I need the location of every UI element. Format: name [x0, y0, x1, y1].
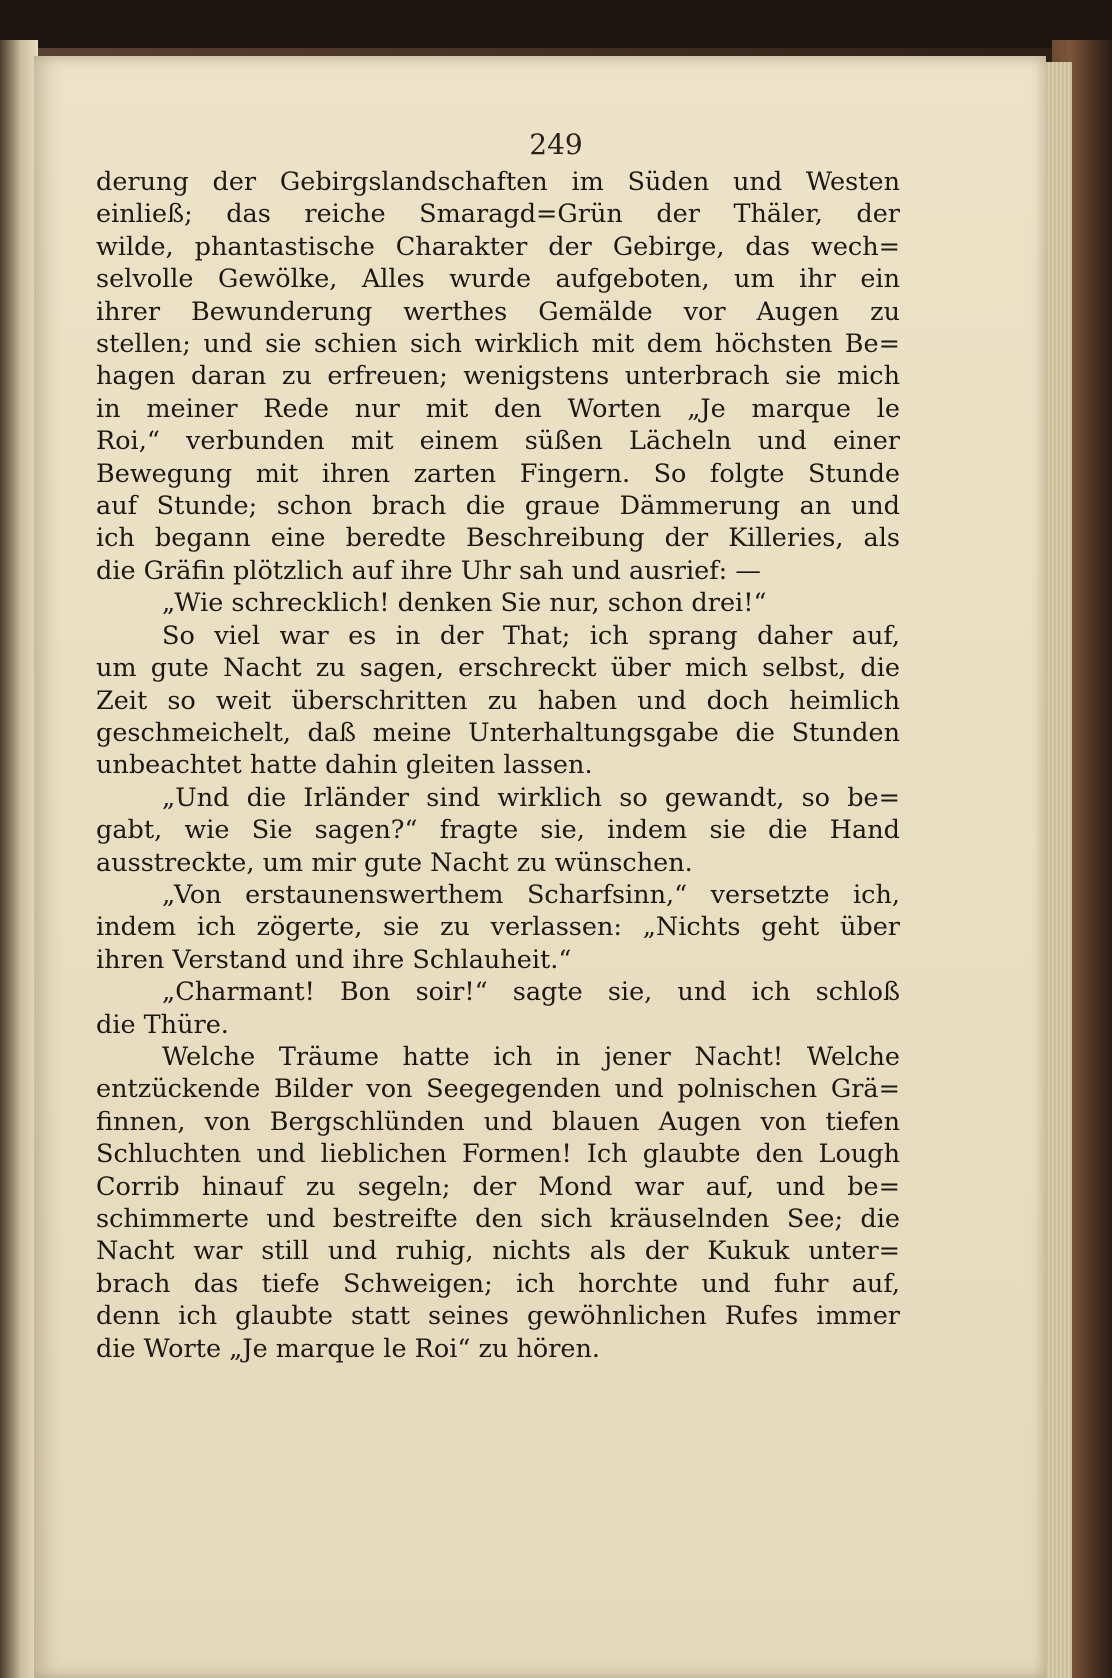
text-line: Bewegung mit ihren zarten Fingern. So folgte Stunde [96, 458, 900, 489]
text-line: denn ich glaubte statt seines gewöhnlichen Rufes immer [96, 1301, 900, 1332]
text-line: Nacht war still und ruhig, nichts als der Kukuk unter= [96, 1236, 900, 1267]
text-line: gabt, wie Sie sagen?“ fragte sie, indem sie die Hand [96, 815, 900, 846]
page-number: 249 [529, 128, 583, 161]
text-line: unbeachtet hatte dahin gleiten lassen. [96, 750, 593, 781]
text-line: Welche Träume hatte ich in jener Nacht! Welche [162, 1041, 900, 1072]
text-line: So viel war es in der That; ich sprang daher auf, [162, 620, 900, 651]
text-line: einließ; das reiche Smaragd=Grün der Thäler, der [96, 199, 900, 230]
text-line: derung der Gebirgslandschaften im Süden und Westen [96, 167, 900, 197]
text-line: geschmeichelt, daß meine Unterhaltungsgabe die Stunden [96, 717, 900, 748]
text-line: wilde, phantastische Charakter der Gebirge, das wech= [96, 231, 900, 262]
text-line: Zeit so weit überschritten zu haben und doch heimlich [96, 685, 900, 716]
text-line: ausstreckte, um mir gute Nacht zu wünschen. [96, 847, 693, 878]
text-line: stellen; und sie schien sich wirklich mit dem höchsten Be= [96, 329, 900, 360]
text-line: auf Stunde; schon brach die graue Dämmerung an und [96, 491, 900, 522]
text-line: finnen, von Bergschlünden und blauen Augen von tiefen [96, 1106, 900, 1137]
text-line: Roi,“ verbunden mit einem süßen Lächeln und einer [96, 426, 900, 457]
text-line: „Wie schrecklich! denken Sie nur, schon drei!“ [162, 588, 767, 619]
text-line: die Gräfin plötzlich auf ihre Uhr sah und ausrief: — [96, 555, 761, 586]
text-line: indem ich zögerte, sie zu verlassen: „Nichts geht über [96, 912, 900, 943]
text-line: entzückende Bilder von Seegegenden und polnischen Grä= [96, 1074, 900, 1105]
text-line: „Von erstaunenswerthem Scharfsinn,“ versetzte ich, [162, 879, 900, 910]
text-line: um gute Nacht zu sagen, erschreckt über mich selbst, die [96, 653, 900, 684]
text-line: hagen daran zu erfreuen; wenigstens unterbrach sie mich [96, 361, 900, 392]
page-text [96, 166, 900, 1365]
text-line: selvolle Gewölke, Alles wurde aufgeboten, um ihr ein [96, 264, 900, 295]
text-line: Schluchten und lieblichen Formen! Ich glaubte den Lough [96, 1139, 900, 1170]
book-gutter [0, 40, 38, 1678]
text-line: „Charmant! Bon soir!“ sagte sie, und ich schloß [162, 977, 900, 1008]
top-shadow [0, 0, 1112, 48]
text-line: brach das tiefe Schweigen; ich horchte und fuhr auf, [96, 1268, 900, 1299]
text-line: Corrib hinauf zu segeln; der Mond war auf, und be= [96, 1171, 900, 1202]
text-line: ich begann eine beredte Beschreibung der Killeries, als [96, 523, 900, 554]
text-line: ihrer Bewunderung werthes Gemälde vor Augen zu [96, 296, 900, 327]
text-line: ihren Verstand und ihre Schlauheit.“ [96, 944, 572, 975]
text-line: schimmerte und bestreifte den sich kräuselnden See; die [96, 1204, 900, 1234]
text-line: „Und die Irländer sind wirklich so gewandt, so be= [162, 782, 900, 813]
text-line: die Worte „Je marque le Roi“ zu hören. [96, 1333, 601, 1364]
text-line: in meiner Rede nur mit den Worten „Je marque le [96, 393, 900, 424]
text-line: die Thüre. [96, 1009, 229, 1040]
